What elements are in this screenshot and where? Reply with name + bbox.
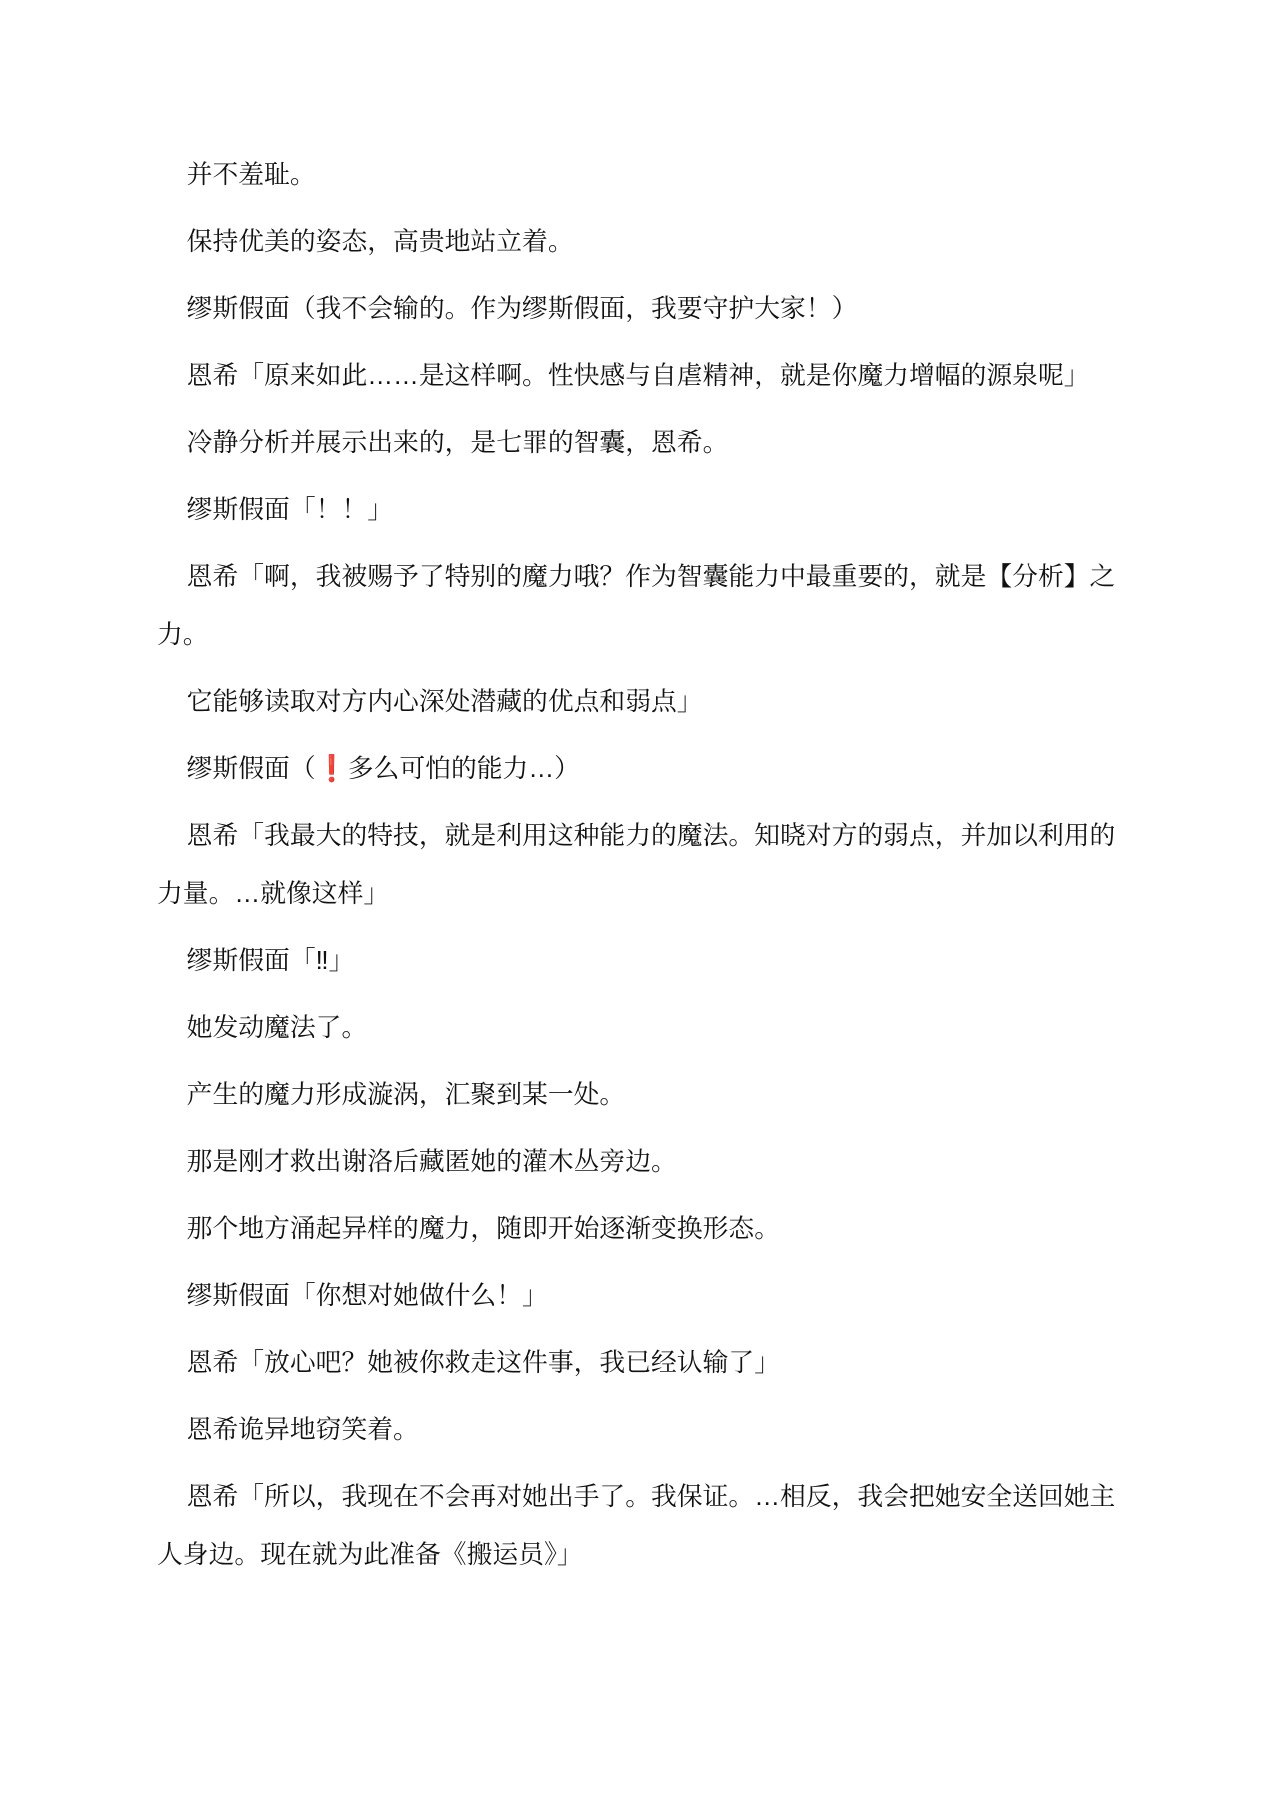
paragraph: 她发动魔法了。 bbox=[186, 1014, 368, 1042]
paragraph: 恩希诡异地窃笑着。 bbox=[186, 1416, 419, 1444]
paragraph: 冷静分析并展示出来的，是七罪的智囊，恩希。 bbox=[186, 429, 729, 457]
paragraph: 恩希「我最大的特技，就是利用这种能力的魔法。知晓对方的弱点，并加以利用的力量。…就像这样」 bbox=[157, 822, 1116, 908]
paragraph: 缪斯假面「！！」 bbox=[186, 496, 394, 524]
paragraph: 缪斯假面「‼」 bbox=[186, 947, 355, 975]
paragraph: 保持优美的姿态，高贵地站立着。 bbox=[186, 228, 574, 256]
paragraph: 它能够读取对方内心深处潜藏的优点和弱点」 bbox=[186, 688, 703, 716]
paragraph: 缪斯假面（❗多么可怕的能力…） bbox=[186, 755, 580, 783]
paragraph: 那个地方涌起异样的魔力，随即开始逐渐变换形态。 bbox=[186, 1215, 780, 1243]
paragraph: 那是刚才救出谢洛后藏匿她的灌木丛旁边。 bbox=[186, 1148, 677, 1176]
paragraph: 并不羞耻。 bbox=[186, 161, 316, 189]
document-page bbox=[157, 146, 1137, 1593]
paragraph: 缪斯假面「你想对她做什么！」 bbox=[186, 1282, 548, 1310]
paragraph: 恩希「放心吧？她被你救走这件事，我已经认输了」 bbox=[186, 1349, 780, 1377]
paragraph: 恩希「原来如此……是这样啊。性快感与自虐精神，就是你魔力增幅的源泉呢」 bbox=[186, 362, 1090, 390]
paragraph: 缪斯假面（我不会输的。作为缪斯假面，我要守护大家！） bbox=[186, 295, 858, 323]
paragraph: 产生的魔力形成漩涡，汇聚到某一处。 bbox=[186, 1081, 626, 1109]
paragraph: 恩希「所以，我现在不会再对她出手了。我保证。…相反，我会把她安全送回她主人身边。现在就为此准备《搬运员》」 bbox=[157, 1483, 1116, 1569]
paragraph: 恩希「啊，我被赐予了特别的魔力哦？作为智囊能力中最重要的，就是【分析】之力。 bbox=[157, 563, 1116, 649]
